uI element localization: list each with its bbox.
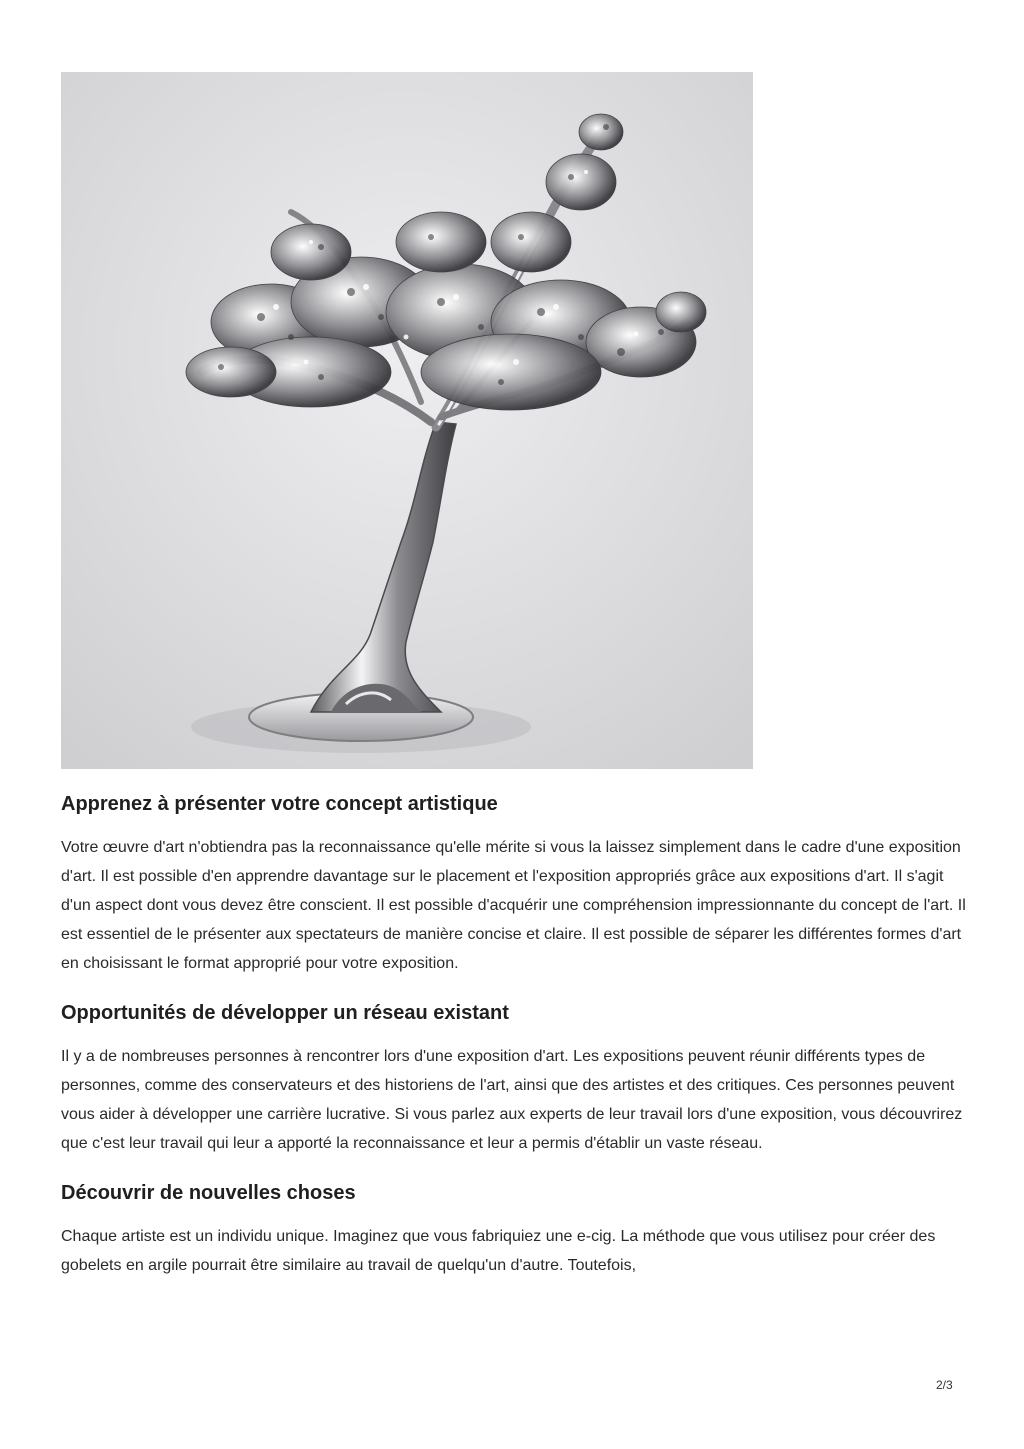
section-heading-present-concept: Apprenez à présenter votre concept artistique xyxy=(61,793,498,815)
sculpture-illustration xyxy=(61,72,753,769)
page-number: 2/3 xyxy=(936,1378,953,1392)
section-heading-network: Opportunités de développer un réseau existant xyxy=(61,1002,509,1024)
article-body xyxy=(61,789,966,1300)
section-paragraph-discover: Chaque artiste est un individu unique. Imaginez que vous fabriquiez une e-cig. La méthode que vous utilisez pour créer des gobelets en argile pourrait être similaire au travail de quelqu'un d'autre. Toutefois, xyxy=(61,1228,936,1274)
section-paragraph-network: Il y a de nombreuses personnes à rencontrer lors d'une exposition d'art. Les expositions peuvent réunir différents types de personnes, comme des conservateurs et des historiens de l'art, ainsi que des artistes et des critiques. Ces personnes peuvent vous aider à développer une carrière lucrative. Si vous parlez aux experts de leur travail lors d'une exposition, vous découvrirez que c'est leur travail qui leur a apporté la reconnaissance et leur a permis d'établir un vaste réseau. xyxy=(61,1048,963,1152)
section-paragraph-present-concept: Votre œuvre d'art n'obtiendra pas la reconnaissance qu'elle mérite si vous la laissez simplement dans le cadre d'une exposition d'art. Il est possible d'en apprendre davantage sur le placement et l'exposition appropriés grâce aux expositions d'art. Il s'agit d'un aspect dont vous devez être conscient. Il est possible d'acquérir une compréhension impressionnante du concept de l'art. Il est essentiel de le présenter aux spectateurs de manière concise et claire. Il est possible de séparer les différentes formes d'art en choisissant le format approprié pour votre exposition. xyxy=(61,839,966,972)
silver-tree-sculpture-image xyxy=(61,72,753,769)
section-heading-discover: Découvrir de nouvelles choses xyxy=(61,1182,356,1204)
